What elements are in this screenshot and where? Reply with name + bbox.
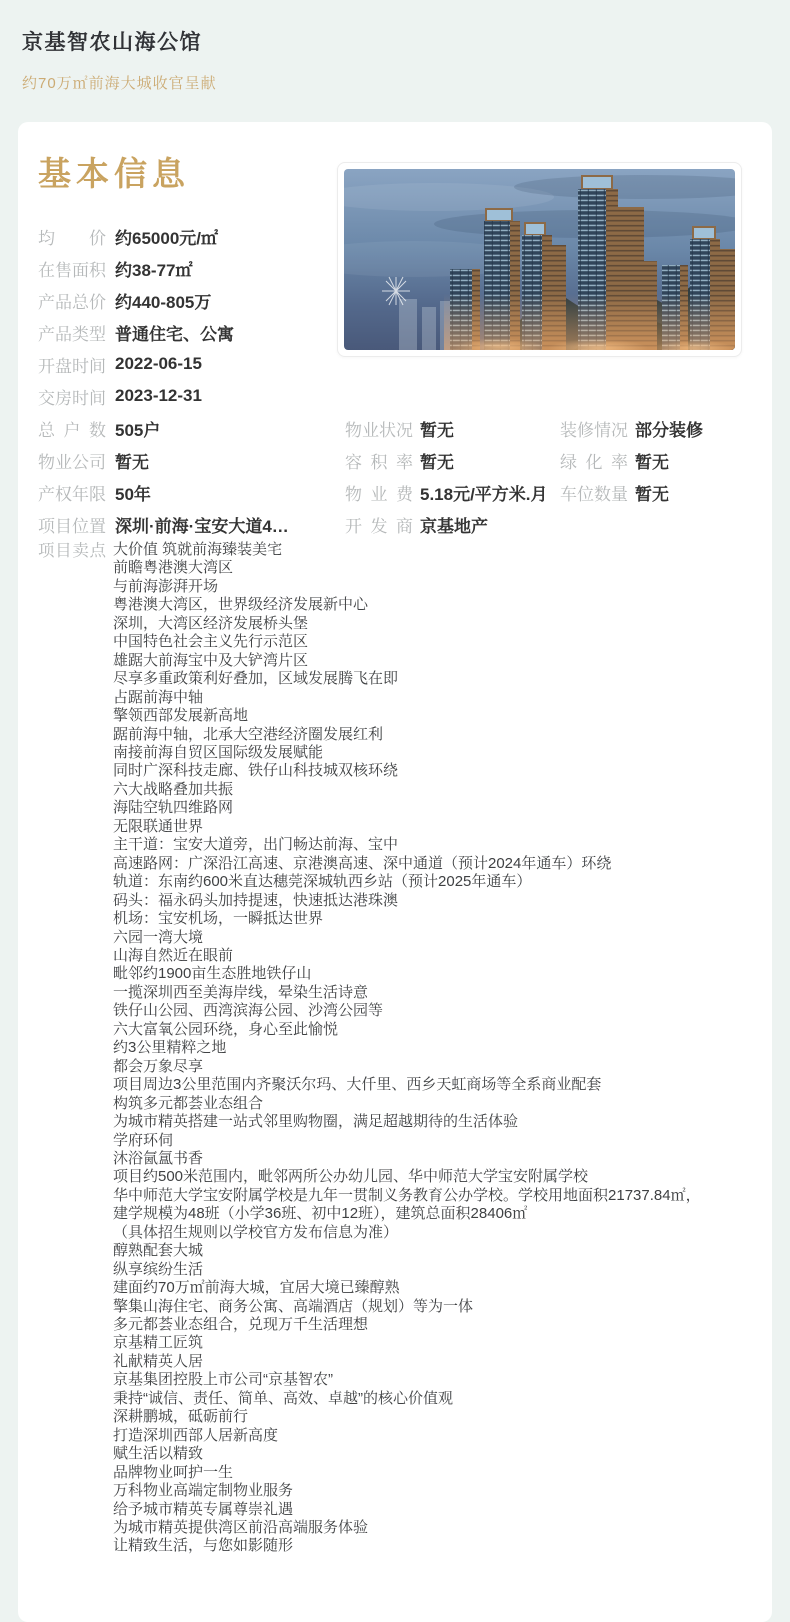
info-field-row — [345, 476, 548, 508]
field-label: 产权年限 — [38, 484, 106, 504]
field-label: 开发商 — [345, 516, 413, 536]
selling-point-line: 礼献精英人居 — [113, 1352, 204, 1370]
selling-point-line: 毗邻约1900亩生态胜地铁仔山 — [113, 965, 312, 983]
selling-point-line: 都会万象尽享 — [113, 1057, 204, 1075]
selling-point-line: 主干道：宝安大道旁，出门畅达前海、宝中 — [113, 836, 399, 854]
selling-point-line: 擎集山海住宅、商务公寓、高端酒店（规划）等为一体 — [113, 1297, 474, 1315]
field-value: 暂无 — [115, 452, 149, 472]
field-label: 交房时间 — [38, 388, 106, 408]
selling-point-line: 机场：宝安机场，一瞬抵达世界 — [113, 910, 324, 928]
field-label: 总户数 — [38, 420, 106, 440]
selling-point-line: 与前海澎湃开场 — [113, 577, 219, 595]
selling-point-line: 品牌物业呵护一生 — [113, 1463, 234, 1481]
selling-points-section — [38, 541, 758, 1556]
field-label: 产品类型 — [38, 324, 106, 344]
basic-info-card — [18, 122, 772, 1622]
selling-point-line: 约3公里精粹之地 — [113, 1039, 227, 1057]
info-field-row — [38, 316, 234, 348]
info-field-row — [345, 444, 548, 476]
info-field-row — [38, 508, 289, 540]
selling-point-line: 占踞前海中轴 — [113, 688, 204, 706]
field-label: 车位数量 — [560, 484, 628, 504]
selling-point-line: 项目周边3公里范围内齐聚沃尔玛、大仟里、西乡天虹商场等全系商业配套 — [113, 1076, 602, 1094]
selling-point-line: 深耕鹏城，砥砺前行 — [113, 1408, 249, 1426]
field-value: 2022-06-15 — [115, 354, 202, 373]
field-value: 约440-805万 — [115, 292, 212, 312]
field-value: 普通住宅、公寓 — [115, 324, 234, 344]
selling-point-line: 赋生活以精致 — [113, 1445, 204, 1463]
info-field-row — [38, 476, 289, 508]
page-title: 京基智农山海公馆 — [22, 31, 202, 54]
selling-point-line: 踞前海中轴，北承大空港经济圈发展红利 — [113, 725, 384, 743]
field-label: 物业状况 — [345, 420, 413, 440]
info-field-row — [560, 476, 703, 508]
building-rendering-image — [344, 169, 735, 350]
field-value: 暂无 — [635, 484, 669, 504]
field-value: 2023-12-31 — [115, 386, 202, 405]
field-label: 装修情况 — [560, 420, 628, 440]
field-value: 深圳·前海·宝安大道4… — [115, 516, 289, 536]
field-label: 物业费 — [345, 484, 413, 504]
selling-point-line: 秉持“诚信、责任、简单、高效、卓越”的核心价值观 — [113, 1389, 453, 1407]
selling-point-line: 六园一湾大境 — [113, 928, 204, 946]
field-value: 5.18元/平方米.月 — [420, 484, 548, 504]
page-subtitle: 约70万㎡前海大城收官呈献 — [22, 75, 217, 92]
selling-point-line: 南接前海自贸区国际级发展赋能 — [113, 743, 324, 761]
selling-point-line: 擎领西部发展新高地 — [113, 707, 249, 725]
selling-point-line: 雄踞大前海宝中及大铲湾片区 — [113, 651, 309, 669]
field-label: 在售面积 — [38, 260, 106, 280]
info-field-row — [345, 412, 548, 444]
selling-point-line: 华中师范大学宝安附属学校是九年一贯制义务教育公办学校。学校用地面积21737.84㎡， — [113, 1186, 701, 1204]
selling-point-line: 前瞻粤港澳大湾区 — [113, 559, 234, 577]
field-label: 物业公司 — [38, 452, 106, 472]
info-field-row — [38, 284, 234, 316]
selling-point-line: 为城市精英提供湾区前沿高端服务体验 — [113, 1519, 369, 1537]
selling-point-line: 京基精工匠筑 — [113, 1334, 204, 1352]
selling-point-line: 六大战略叠加共振 — [113, 780, 234, 798]
selling-point-line: 无限联通世界 — [113, 817, 204, 835]
selling-point-line: 同时广深科技走廊、铁仔山科技城双核环绕 — [113, 762, 399, 780]
selling-point-line: 铁仔山公园、西湾滨海公园、沙湾公园等 — [113, 1002, 384, 1020]
selling-point-line: 中国特色社会主义先行示范区 — [113, 633, 309, 651]
basic-info-fields-left — [38, 412, 289, 540]
info-field-row — [38, 444, 289, 476]
field-label: 产品总价 — [38, 292, 106, 312]
basic-info-fields-middle — [345, 412, 548, 540]
selling-point-line: 项目约500米范围内，毗邻两所公办幼儿园、华中师范大学宝安附属学校 — [113, 1168, 589, 1186]
selling-point-line: 京基集团控股上市公司“京基智农” — [113, 1371, 333, 1389]
selling-point-line: 粤港澳大湾区，世界级经济发展新中心 — [113, 596, 369, 614]
selling-point-line: 六大富氧公园环绕，身心至此愉悦 — [113, 1020, 339, 1038]
selling-points-label: 项目卖点 — [38, 541, 106, 560]
selling-point-line: 万科物业高端定制物业服务 — [113, 1482, 294, 1500]
selling-point-line: 构筑多元都荟业态组合 — [113, 1094, 264, 1112]
selling-point-line: 纵享缤纷生活 — [113, 1260, 204, 1278]
section-title: 基本信息 — [38, 155, 190, 192]
field-value: 约65000元/㎡ — [115, 228, 218, 248]
selling-point-line: （具体招生规则以学校官方发布信息为准） — [113, 1223, 399, 1241]
selling-point-line: 建学规模为48班（小学36班、初中12班），建筑总面积28406㎡ — [113, 1205, 528, 1223]
basic-info-fields-right — [560, 412, 703, 508]
info-field-row — [38, 380, 234, 412]
hero-image[interactable] — [337, 162, 742, 357]
field-label: 容积率 — [345, 452, 413, 472]
selling-point-line: 码头：福永码头加持提速，快速抵达港珠澳 — [113, 891, 399, 909]
info-field-row — [38, 412, 289, 444]
selling-point-line: 醇熟配套大城 — [113, 1242, 204, 1260]
field-value: 505户 — [115, 420, 161, 440]
selling-point-line: 山海自然近在眼前 — [113, 946, 234, 964]
selling-points-list — [113, 541, 758, 1556]
field-value: 暂无 — [420, 452, 454, 472]
info-field-row — [38, 220, 234, 252]
selling-point-line: 建面约70万㎡前海大城，宜居大境已臻醇熟 — [113, 1279, 400, 1297]
selling-point-line: 一揽深圳西至美海岸线，晕染生活诗意 — [113, 983, 369, 1001]
field-value: 约38-77㎡ — [115, 260, 193, 280]
selling-point-line: 海陆空轨四维路网 — [113, 799, 234, 817]
info-field-row — [38, 348, 234, 380]
info-field-row — [560, 444, 703, 476]
field-value: 暂无 — [420, 420, 454, 440]
selling-point-line: 深圳，大湾区经济发展桥头堡 — [113, 614, 309, 632]
selling-point-line: 学府环伺 — [113, 1131, 174, 1149]
field-value: 50年 — [115, 484, 151, 504]
page-header — [22, 26, 217, 93]
selling-point-line: 给予城市精英专属尊崇礼遇 — [113, 1500, 294, 1518]
selling-point-line: 大价值 筑就前海臻装美宅 — [113, 541, 283, 558]
field-value: 暂无 — [635, 452, 669, 472]
selling-point-line: 沐浴氤氲书香 — [113, 1149, 204, 1167]
field-label: 均价 — [38, 228, 106, 248]
info-field-row — [38, 252, 234, 284]
field-value: 京基地产 — [420, 516, 488, 536]
field-label: 项目位置 — [38, 516, 106, 536]
selling-point-line: 尽享多重政策利好叠加，区域发展腾飞在即 — [113, 670, 399, 688]
field-label: 开盘时间 — [38, 356, 106, 376]
selling-point-line: 多元都荟业态组合，兑现万千生活理想 — [113, 1316, 369, 1334]
selling-point-line: 打造深圳西部人居新高度 — [113, 1426, 279, 1444]
selling-point-line: 让精致生活，与您如影随形 — [113, 1537, 294, 1555]
field-label: 绿化率 — [560, 452, 628, 472]
basic-info-fields-top — [38, 220, 234, 412]
selling-point-line: 轨道：东南约600米直达穗莞深城轨西乡站（预计2025年通车） — [113, 873, 532, 891]
info-field-row — [345, 508, 548, 540]
selling-point-line: 为城市精英搭建一站式邻里购物圈，满足超越期待的生活体验 — [113, 1113, 519, 1131]
field-value: 部分装修 — [635, 420, 703, 440]
selling-point-line: 高速路网：广深沿江高速、京港澳高速、深中通道（预计2024年通车）环绕 — [113, 854, 612, 872]
info-field-row — [560, 412, 703, 444]
